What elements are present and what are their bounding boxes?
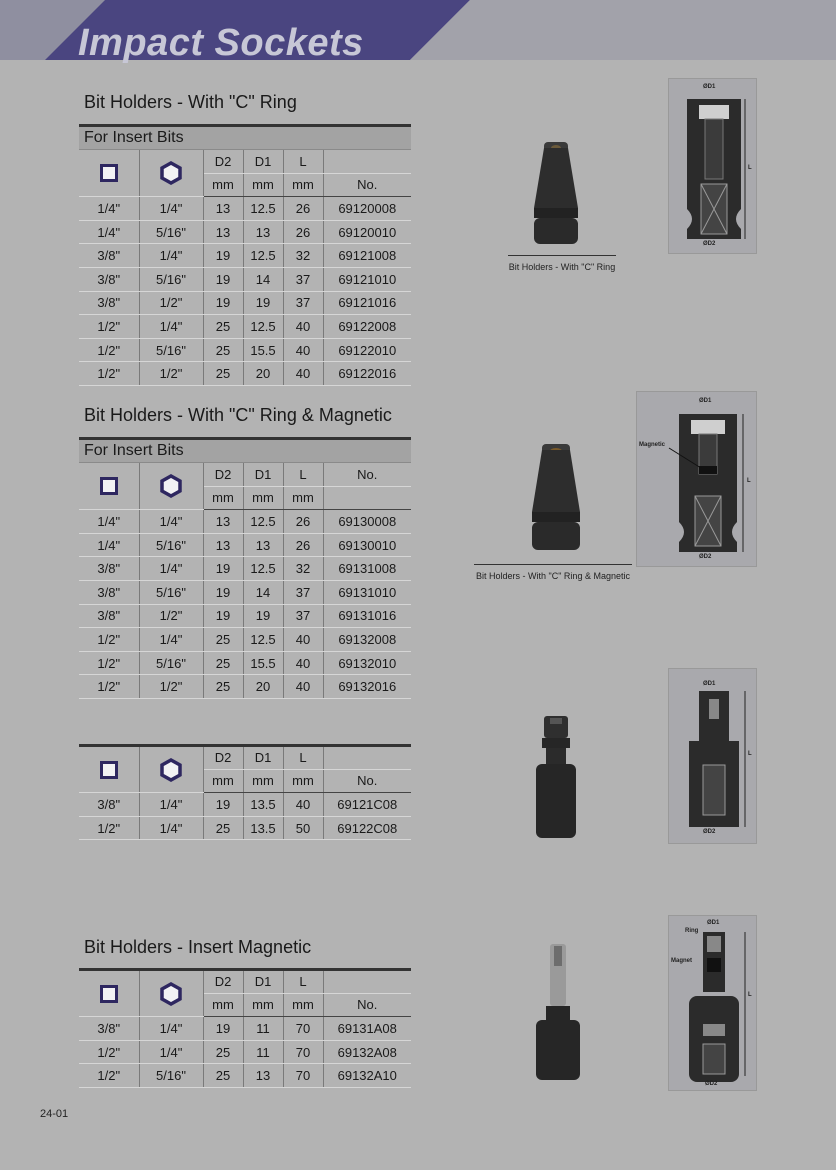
unit-label: mm [203, 993, 243, 1017]
table-caption: For Insert Bits [79, 126, 411, 150]
square-drive-icon [100, 164, 118, 182]
table-cell: 69131008 [323, 557, 411, 581]
col-header-l: L [283, 746, 323, 770]
table-row [79, 338, 411, 362]
table-cell: 15.5 [243, 651, 283, 675]
table-cell: 1/4" [139, 197, 203, 221]
table-cell: 69121008 [323, 244, 411, 268]
table-cell: 13 [243, 533, 283, 557]
table-cell: 1/2" [139, 362, 203, 386]
product-photo-c-ring-magnetic [522, 440, 590, 555]
table-cell: 13 [203, 510, 243, 534]
table-cell: 1/2" [79, 675, 139, 699]
technical-drawing-c-ring [668, 78, 757, 254]
table-cell: 40 [283, 675, 323, 699]
drawing-svg [637, 392, 758, 568]
spec-table-c-ring-magnetic [79, 437, 411, 699]
col-header-d1: D1 [243, 150, 283, 174]
table-cell: 19 [203, 244, 243, 268]
table-cell: 13.5 [243, 793, 283, 817]
drawing-label-d2: ØD2 [699, 554, 712, 560]
col-header-d1: D1 [243, 746, 283, 770]
table-cell: 1/2" [139, 291, 203, 315]
technical-drawing-insert-magnetic [668, 915, 757, 1091]
table-caption: For Insert Bits [79, 439, 411, 463]
table-cell: 13 [203, 533, 243, 557]
table-cell: 1/2" [139, 604, 203, 628]
table-cell: 69120008 [323, 197, 411, 221]
spec-table-insert-magnetic [79, 968, 411, 1088]
drawing-label-d1: ØD1 [707, 920, 720, 926]
table-cell: 37 [283, 604, 323, 628]
unit-label: mm [243, 993, 283, 1017]
col-header-no: No. [323, 463, 411, 487]
hex-icon [159, 474, 183, 498]
table-cell: 26 [283, 197, 323, 221]
unit-label: mm [283, 486, 323, 510]
photo-caption: Bit Holders - With "C" Ring & Magnetic [474, 564, 632, 581]
table-row [79, 651, 411, 675]
square-drive-icon [100, 985, 118, 1003]
square-drive-icon [100, 761, 118, 779]
unit-label: mm [243, 486, 283, 510]
table-cell: 37 [283, 580, 323, 604]
table-row [79, 675, 411, 699]
col-header-no: No. [323, 993, 411, 1017]
drawing-label-d1: ØD1 [699, 398, 712, 404]
drawing-label-d2: ØD2 [703, 241, 716, 247]
spec-table-c-ring [79, 124, 411, 386]
unit-label: mm [203, 486, 243, 510]
table-cell: 12.5 [243, 510, 283, 534]
col-header-d2: D2 [203, 970, 243, 994]
table-cell: 25 [203, 816, 243, 840]
table-cell: 50 [283, 816, 323, 840]
section-title-insert-magnetic: Bit Holders - Insert Magnetic [84, 937, 312, 957]
table-cell: 12.5 [243, 315, 283, 339]
table-row [79, 580, 411, 604]
table-cell: 19 [203, 267, 243, 291]
unit-label: mm [283, 769, 323, 793]
photo-caption: Bit Holders - With "C" Ring [508, 255, 616, 272]
table-cell: 26 [283, 510, 323, 534]
table-row [79, 1064, 411, 1088]
drawing-label-d2: ØD2 [703, 829, 716, 835]
table-cell: 5/16" [139, 220, 203, 244]
technical-drawing-c-ring-magnetic [636, 391, 757, 567]
drawing-label-magnet: Magnet [671, 958, 692, 964]
table-cell: 19 [203, 580, 243, 604]
table-cell: 69131016 [323, 604, 411, 628]
table-cell: 5/16" [139, 1064, 203, 1088]
section-title-c-ring: Bit Holders - With "C" Ring [84, 92, 297, 112]
table-cell: 69130010 [323, 533, 411, 557]
col-header-d2: D2 [203, 746, 243, 770]
table-cell: 37 [283, 267, 323, 291]
table-cell: 1/2" [139, 675, 203, 699]
table-body [79, 197, 411, 386]
table-cell: 69132010 [323, 651, 411, 675]
table-body [79, 793, 411, 840]
table-cell: 15.5 [243, 338, 283, 362]
table-cell: 69122016 [323, 362, 411, 386]
table-cell: 1/2" [79, 816, 139, 840]
table-row [79, 362, 411, 386]
table-cell: 69131A08 [323, 1017, 411, 1041]
table-row [79, 1040, 411, 1064]
unit-label: mm [203, 173, 243, 197]
header-banner [0, 0, 836, 64]
table-cell: 1/4" [139, 816, 203, 840]
table-cell: 1/4" [139, 1017, 203, 1041]
table-cell: 3/8" [79, 557, 139, 581]
table-cell: 3/8" [79, 580, 139, 604]
table-cell: 20 [243, 675, 283, 699]
table-cell: 70 [283, 1040, 323, 1064]
table-cell: 19 [243, 604, 283, 628]
table-row [79, 557, 411, 581]
table-cell: 40 [283, 651, 323, 675]
col-header-l: L [283, 150, 323, 174]
spec-table-bit-holder [79, 744, 411, 840]
table-cell: 25 [203, 675, 243, 699]
table-cell: 40 [283, 793, 323, 817]
table-row [79, 628, 411, 652]
table-cell: 13.5 [243, 816, 283, 840]
table-cell: 69122008 [323, 315, 411, 339]
technical-drawing-bit-holder [668, 668, 757, 844]
table-row [79, 533, 411, 557]
table-cell: 1/4" [139, 793, 203, 817]
col-header-d1: D1 [243, 463, 283, 487]
table-cell: 13 [203, 220, 243, 244]
table-cell: 69132008 [323, 628, 411, 652]
table-cell: 1/4" [139, 1040, 203, 1064]
table-cell: 1/2" [79, 628, 139, 652]
table-cell: 25 [203, 338, 243, 362]
product-photo-c-ring [522, 138, 590, 250]
table-cell: 20 [243, 362, 283, 386]
table-cell: 69121010 [323, 267, 411, 291]
drawing-label-l: L [748, 992, 752, 998]
col-header-d2: D2 [203, 463, 243, 487]
unit-label: mm [243, 173, 283, 197]
table-cell: 69132016 [323, 675, 411, 699]
table-row [79, 244, 411, 268]
table-cell: 13 [243, 1064, 283, 1088]
table-cell: 69122C08 [323, 816, 411, 840]
table-cell: 19 [203, 1017, 243, 1041]
table-cell: 40 [283, 362, 323, 386]
table-cell: 1/2" [79, 338, 139, 362]
page-number: 24-01 [40, 1108, 69, 1120]
page-title: Impact Sockets [78, 22, 364, 64]
table-cell: 13 [203, 197, 243, 221]
table-cell: 1/2" [79, 1064, 139, 1088]
drawing-label-l: L [748, 165, 752, 171]
table-cell: 5/16" [139, 651, 203, 675]
table-cell: 11 [243, 1017, 283, 1041]
hex-icon [159, 161, 183, 185]
table-cell: 19 [203, 604, 243, 628]
table-cell: 19 [243, 291, 283, 315]
table-cell: 19 [203, 291, 243, 315]
product-photo-bit-holder [530, 712, 582, 842]
table-cell: 1/2" [79, 1040, 139, 1064]
table-cell: 1/4" [139, 510, 203, 534]
table-cell: 1/2" [79, 315, 139, 339]
table-cell: 1/4" [139, 315, 203, 339]
table-cell: 32 [283, 557, 323, 581]
table-cell: 12.5 [243, 244, 283, 268]
drawing-label-d1: ØD1 [703, 84, 716, 90]
table-cell: 1/4" [139, 628, 203, 652]
col-header-d2: D2 [203, 150, 243, 174]
table-cell: 26 [283, 533, 323, 557]
table-cell: 1/2" [79, 362, 139, 386]
unit-label: mm [283, 993, 323, 1017]
table-cell: 14 [243, 267, 283, 291]
drawing-label-ring: Ring [685, 928, 699, 934]
table-cell: 69121C08 [323, 793, 411, 817]
col-header-d1: D1 [243, 970, 283, 994]
table-cell: 3/8" [79, 604, 139, 628]
table-cell: 69132A10 [323, 1064, 411, 1088]
table-cell: 5/16" [139, 580, 203, 604]
unit-label: mm [203, 769, 243, 793]
unit-label: mm [283, 173, 323, 197]
table-cell: 1/2" [79, 651, 139, 675]
table-cell: 5/16" [139, 267, 203, 291]
table-cell: 1/4" [79, 220, 139, 244]
col-header-l: L [283, 970, 323, 994]
table-cell: 1/4" [79, 533, 139, 557]
table-cell: 19 [203, 793, 243, 817]
table-cell: 40 [283, 628, 323, 652]
product-photo-insert-magnetic [528, 940, 588, 1085]
table-cell: 14 [243, 580, 283, 604]
drawing-svg [669, 669, 758, 845]
table-row [79, 793, 411, 817]
col-header-no: No. [323, 173, 411, 197]
table-cell: 3/8" [79, 291, 139, 315]
table-cell: 25 [203, 1040, 243, 1064]
table-cell: 70 [283, 1064, 323, 1088]
table-cell: 70 [283, 1017, 323, 1041]
table-row [79, 291, 411, 315]
square-drive-icon [100, 477, 118, 495]
drawing-svg [669, 916, 758, 1092]
hex-icon [159, 758, 183, 782]
table-row [79, 510, 411, 534]
table-cell: 25 [203, 628, 243, 652]
table-cell: 69121016 [323, 291, 411, 315]
table-body [79, 510, 411, 699]
table-cell: 25 [203, 315, 243, 339]
table-cell: 69132A08 [323, 1040, 411, 1064]
table-cell: 3/8" [79, 267, 139, 291]
table-cell: 69122010 [323, 338, 411, 362]
table-cell: 69120010 [323, 220, 411, 244]
table-cell: 37 [283, 291, 323, 315]
table-cell: 1/4" [79, 510, 139, 534]
table-cell: 3/8" [79, 1017, 139, 1041]
table-cell: 5/16" [139, 533, 203, 557]
table-cell: 12.5 [243, 557, 283, 581]
col-header-l: L [283, 463, 323, 487]
table-cell: 5/16" [139, 338, 203, 362]
table-cell: 40 [283, 315, 323, 339]
table-row [79, 197, 411, 221]
section-title-c-ring-magnetic: Bit Holders - With "C" Ring & Magnetic [84, 405, 392, 425]
table-row [79, 816, 411, 840]
table-cell: 13 [243, 220, 283, 244]
table-cell: 25 [203, 1064, 243, 1088]
drawing-svg [669, 79, 758, 255]
table-cell: 12.5 [243, 628, 283, 652]
table-cell: 19 [203, 557, 243, 581]
table-row [79, 1017, 411, 1041]
table-cell: 26 [283, 220, 323, 244]
table-cell: 32 [283, 244, 323, 268]
table-cell: 3/8" [79, 793, 139, 817]
table-cell: 69131010 [323, 580, 411, 604]
table-cell: 1/4" [79, 197, 139, 221]
drawing-label-magnetic: Magnetic [639, 442, 666, 448]
table-cell: 1/4" [139, 557, 203, 581]
table-cell: 69130008 [323, 510, 411, 534]
table-row [79, 315, 411, 339]
table-cell: 1/4" [139, 244, 203, 268]
table-cell: 25 [203, 651, 243, 675]
table-cell: 25 [203, 362, 243, 386]
drawing-label-l: L [747, 478, 751, 484]
col-header-no: No. [323, 769, 411, 793]
table-cell: 12.5 [243, 197, 283, 221]
drawing-label-l: L [748, 751, 752, 757]
table-row [79, 604, 411, 628]
table-cell: 11 [243, 1040, 283, 1064]
table-row [79, 220, 411, 244]
drawing-label-d2: ØD2 [705, 1081, 718, 1087]
drawing-label-d1: ØD1 [703, 681, 716, 687]
table-body [79, 1017, 411, 1088]
hex-icon [159, 982, 183, 1006]
unit-label: mm [243, 769, 283, 793]
table-row [79, 267, 411, 291]
table-cell: 3/8" [79, 244, 139, 268]
table-cell: 40 [283, 338, 323, 362]
